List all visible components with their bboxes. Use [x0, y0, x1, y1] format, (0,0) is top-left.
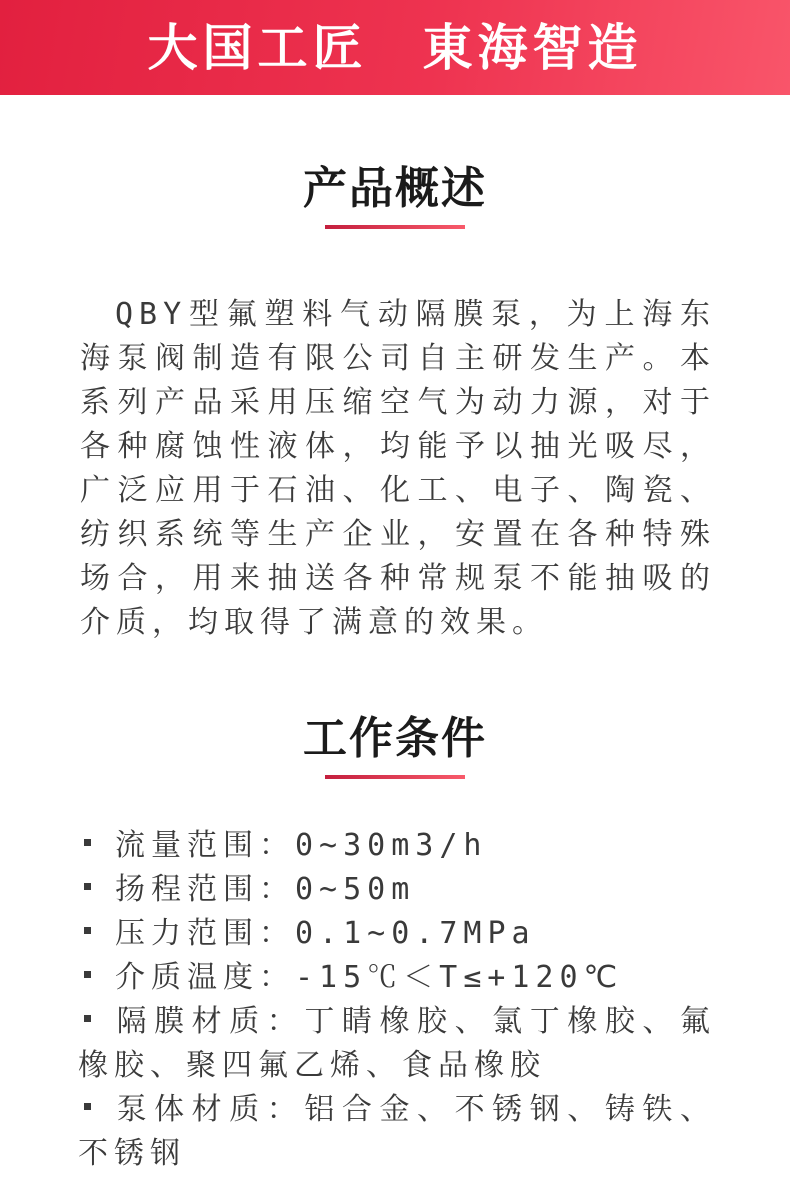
section-working-conditions — [0, 716, 790, 1176]
bullet-square-icon — [84, 883, 91, 890]
overview-heading-underline — [325, 225, 465, 229]
bullet-square-icon — [84, 839, 91, 846]
overview-heading: 产品概述 — [303, 164, 487, 213]
bullet-square-icon — [84, 1103, 91, 1110]
spec-item-head-range — [78, 868, 716, 912]
banner-title: 大国工匠 東海智造 — [147, 19, 643, 76]
spec-item-medium-temperature — [78, 956, 716, 1000]
working-conditions-heading-underline — [325, 775, 465, 779]
spec-item-pressure-range — [78, 912, 716, 956]
working-conditions-heading: 工作条件 — [303, 714, 487, 763]
spec-item-text: 泵体材质：铝合金、不锈钢、铸铁、不锈钢 — [78, 1092, 716, 1171]
spec-item-text: 介质温度：-15℃＜T≤+120℃ — [115, 960, 624, 995]
overview-paragraph: QBY型氟塑料气动隔膜泵，为上海东海泵阀制造有限公司自主研发生产。本系列产品采用压缩空气为动力源，对于各种腐蚀性液体，均能予以抽光吸尽，广泛应用于石油、化工、电子、陶瓷、纺织系统等生产企业，安置在各种特殊场合，用来抽送各种常规泵不能抽吸的介质，均取得了满意的效果。 — [80, 297, 716, 640]
spec-item-pump-body-material — [78, 1088, 716, 1176]
section-product-overview — [0, 166, 790, 645]
bullet-square-icon — [84, 971, 91, 978]
spec-item-text: 扬程范围：0~50m — [115, 872, 416, 907]
bullet-square-icon — [84, 927, 91, 934]
spec-item-text: 流量范围：0~30m3/h — [115, 828, 488, 863]
spec-item-flow-range — [78, 824, 716, 868]
brand-banner — [0, 0, 790, 95]
spec-item-text: 压力范围：0.1~0.7MPa — [115, 916, 536, 951]
spec-item-diaphragm-material — [78, 1000, 716, 1088]
spec-item-text: 隔膜材质：丁睛橡胶、氯丁橡胶、氟橡胶、聚四氟乙烯、食品橡胶 — [78, 1004, 716, 1083]
bullet-square-icon — [84, 1015, 91, 1022]
spec-list — [78, 824, 716, 1176]
